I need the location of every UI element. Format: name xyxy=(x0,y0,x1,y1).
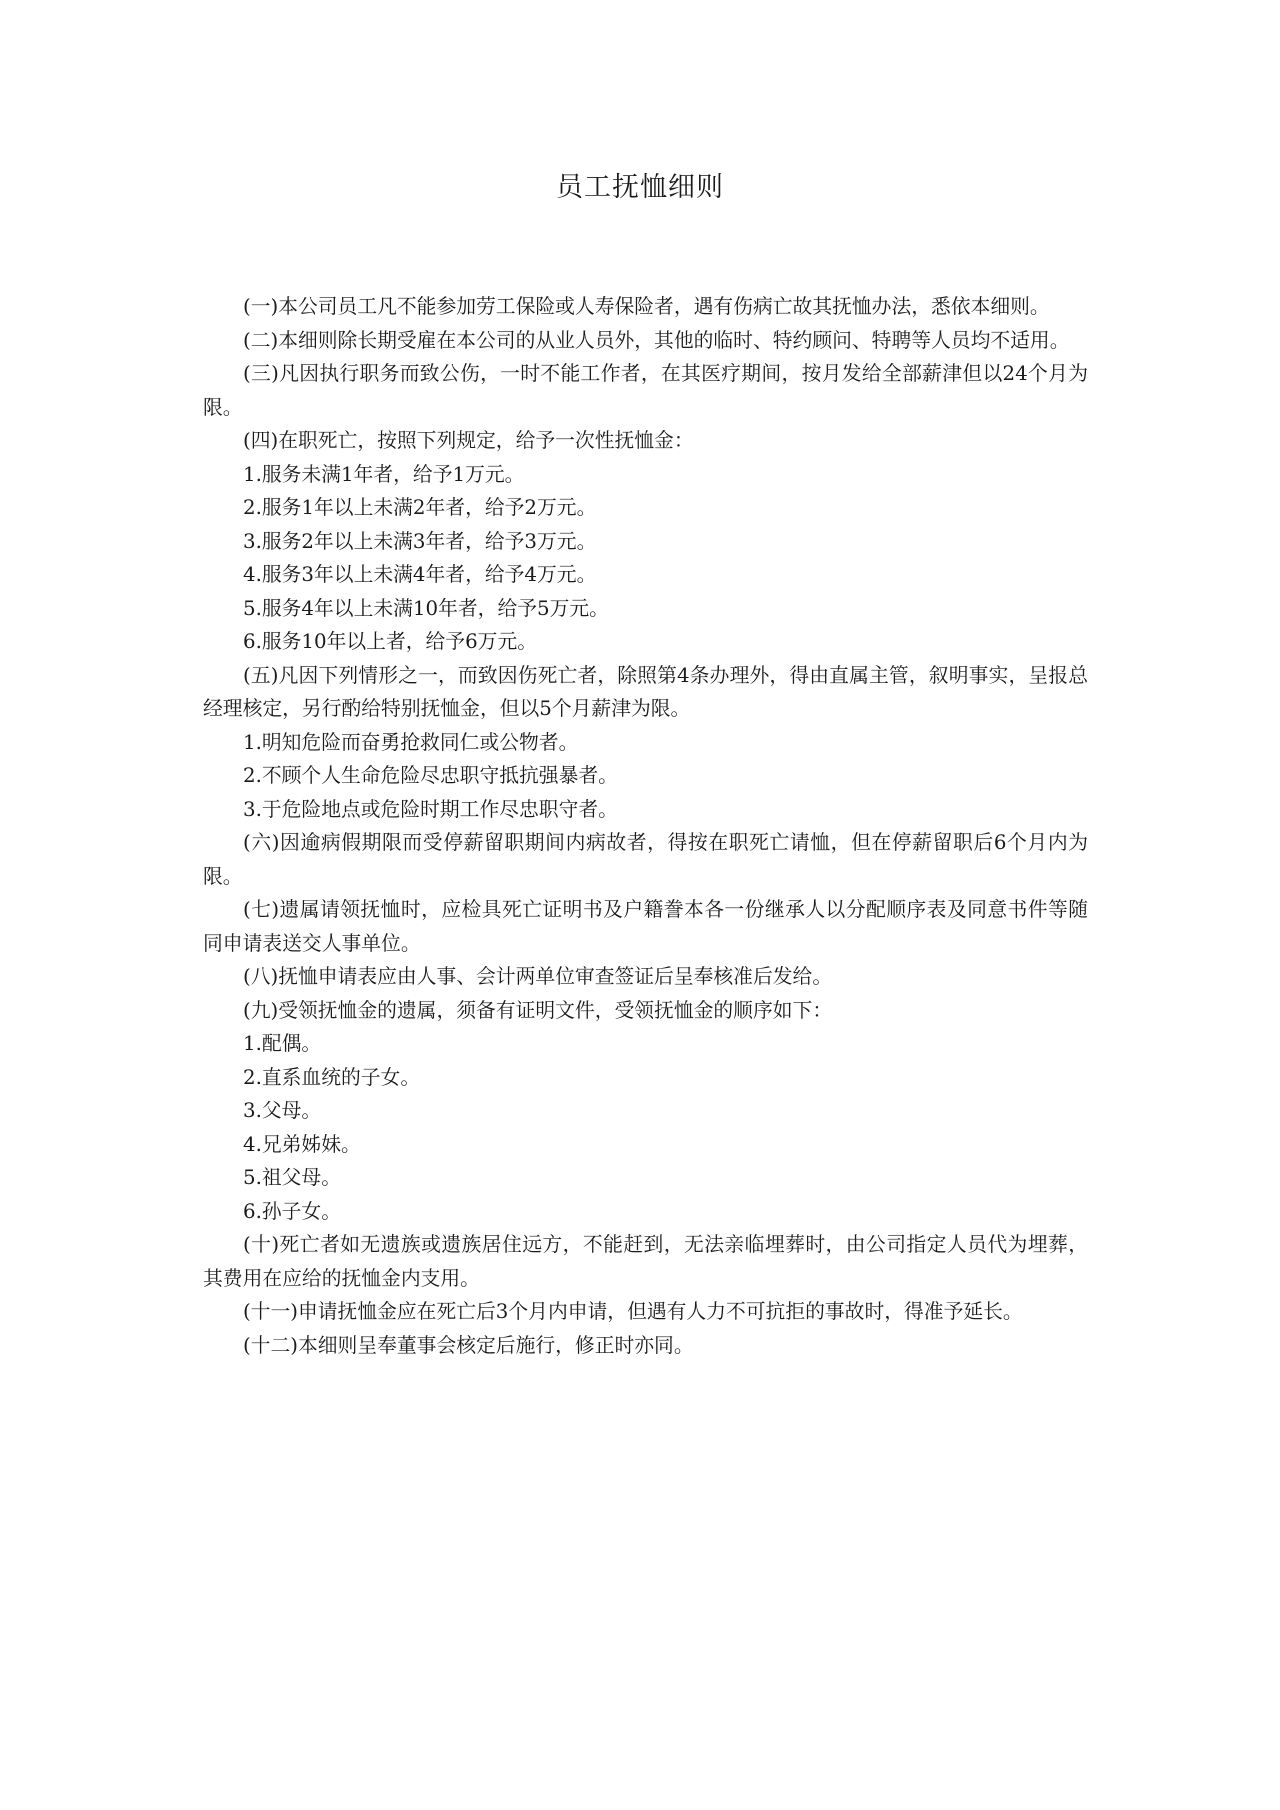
list-item: 5.服务4年以上未满10年者，给予5万元。 xyxy=(243,596,609,620)
list-item: 4.服务3年以上未满4年者，给予4万元。 xyxy=(243,563,597,586)
list-item: 1.明知危险而奋勇抢救同仁或公物者。 xyxy=(243,730,579,754)
list-item: 1.服务未满1年者，给予1万元。 xyxy=(243,462,525,486)
paragraph: (九)受领抚恤金的遗属，须备有证明文件，受领抚恤金的顺序如下： xyxy=(243,998,833,1022)
list-item: 2.服务1年以上未满2年者，给予2万元。 xyxy=(243,496,597,519)
list-item: 3.于危险地点或危险时期工作尽忠职守者。 xyxy=(243,797,618,821)
list-item: 3.服务2年以上未满3年者，给予3万元。 xyxy=(243,529,597,553)
list-item: 6.孙子女。 xyxy=(243,1199,341,1223)
document-body xyxy=(203,290,1088,1362)
paragraph: (三)凡因执行职务而致公伤，一时不能工作者，在其医疗期间，按月发给全部薪津但以24个月为限。 xyxy=(203,362,1088,419)
paragraph: (七)遗属请领抚恤时，应检具死亡证明书及户籍誊本各一份继承人以分配顺序表及同意书件等随同申请表送交人事单位。 xyxy=(203,898,1088,955)
list-item: 4.兄弟姊妹。 xyxy=(243,1132,361,1156)
paragraph: (五)凡因下列情形之一，而致因伤死亡者，除照第4条办理外，得由直属主管，叙明事实，呈报总经理核定，另行酌给特别抚恤金，但以5个月薪津为限。 xyxy=(203,663,1088,720)
list-item: 2.不顾个人生命危险尽忠职守抵抗强暴者。 xyxy=(243,764,618,787)
paragraph: (十一)申请抚恤金应在死亡后3个月内申请，但遇有人力不可抗拒的事故时，得准予延长。 xyxy=(243,1300,1023,1323)
paragraph: (二)本细则除长期受雇在本公司的从业人员外，其他的临时、特约顾问、特聘等人员均不适用。 xyxy=(243,328,1070,352)
paragraph: (十二)本细则呈奉董事会核定后施行，修正时亦同。 xyxy=(243,1333,694,1357)
paragraph: (四)在职死亡，按照下列规定，给予一次性抚恤金： xyxy=(243,429,694,452)
list-item: 6.服务10年以上者，给予6万元。 xyxy=(243,630,538,653)
document-title: 员工抚恤细则 xyxy=(556,172,724,203)
paragraph: (一)本公司员工凡不能参加劳工保险或人寿保险者，遇有伤病亡故其抚恤办法，悉依本细则。 xyxy=(243,295,1050,318)
list-item: 5.祖父母。 xyxy=(243,1166,341,1189)
paragraph: (八)抚恤申请表应由人事、会计两单位审查签证后呈奉核准后发给。 xyxy=(243,965,833,988)
paragraph: (十)死亡者如无遗族或遗族居住远方，不能赶到，无法亲临埋葬时，由公司指定人员代为埋葬，其费用在应给的抚恤金内支用。 xyxy=(203,1233,1088,1290)
list-item: 2.直系血统的子女。 xyxy=(243,1065,421,1089)
paragraph: (六)因逾病假期限而受停薪留职期间内病故者，得按在职死亡请恤，但在停薪留职后6个月内为限。 xyxy=(203,831,1088,888)
list-item: 3.父母。 xyxy=(243,1099,322,1122)
list-item: 1.配偶。 xyxy=(243,1032,322,1055)
